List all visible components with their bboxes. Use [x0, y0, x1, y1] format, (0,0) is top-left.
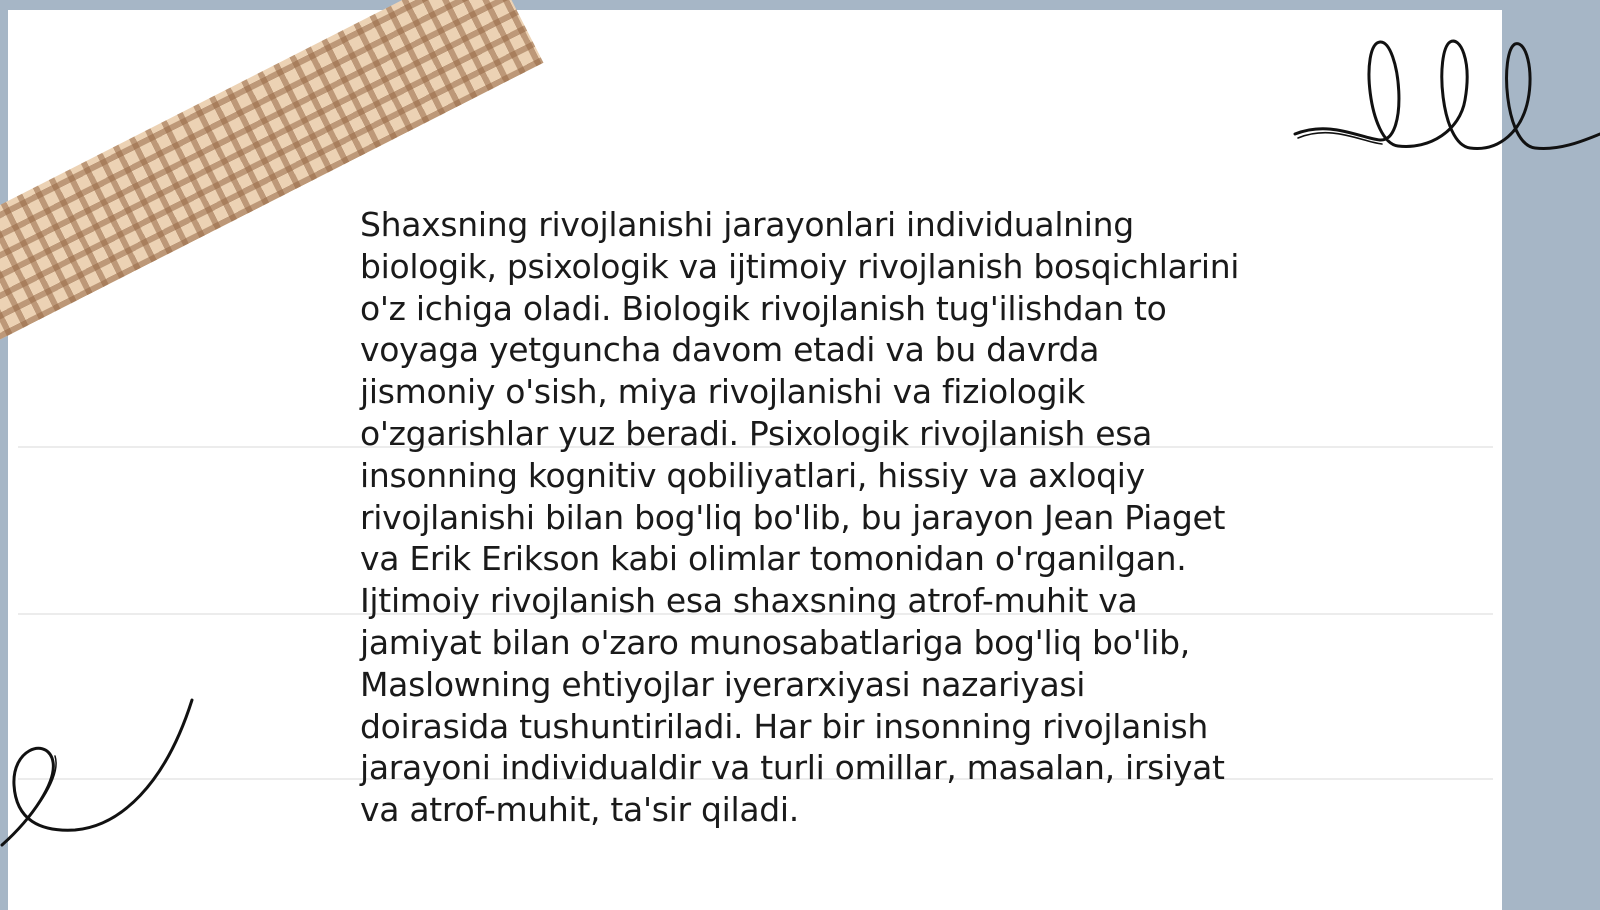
swirl-squiggle-decoration: [0, 690, 200, 850]
loop-squiggle-decoration: [1290, 30, 1600, 165]
body-paragraph: Shaxsning rivojlanishi jarayonlari individualning biologik, psixologik va ijtimoiy rivojlanish bosqichlarini o'z ichiga oladi. Biologik rivojlanish tug'ilishdan to voyaga yetguncha davom etadi va bu davrda jismoniy o'sish, miya rivojlanishi va fiziologik o'zgarishlar yuz beradi. Psixologik rivojlanish esa insonning kognitiv qobiliyatlari, hissiy va axloqiy rivojlanishi bilan bog'liq bo'lib, bu jarayon Jean Piaget va Erik Erikson kabi olimlar tomonidan o'rganilgan. Ijtimoiy rivojlanish esa shaxsning atrof-muhit va jamiyat bilan o'zaro munosabatlariga bog'liq bo'lib, Maslowning ehtiyojlar iyerarxiyasi nazariyasi doirasida tushuntiriladi. Har bir insonning rivojlanish jarayoni individualdir va turli omillar, masalan, irsiyat va atrof-muhit, ta'sir qiladi.: [360, 205, 1240, 830]
